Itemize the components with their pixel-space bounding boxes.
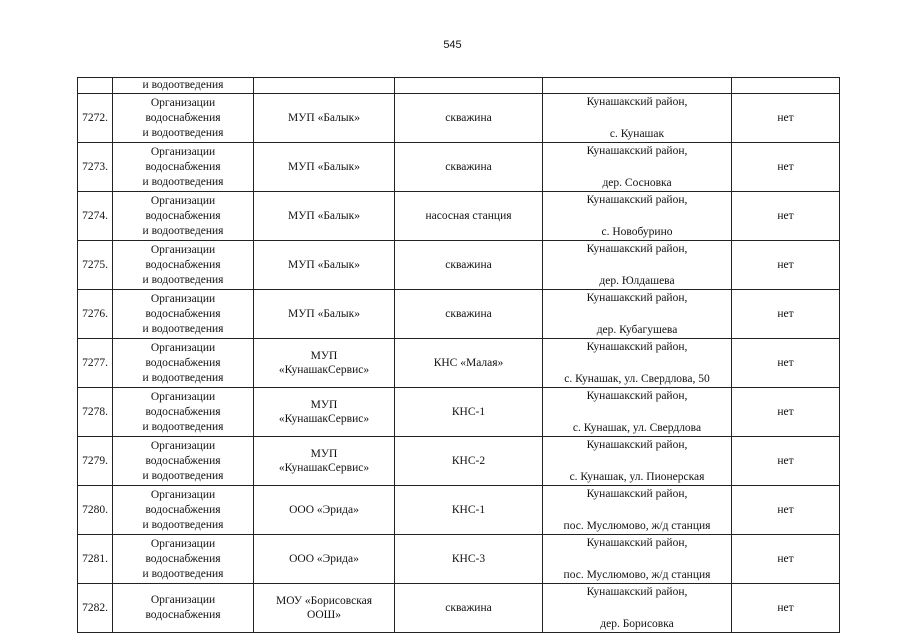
location-line: Кунашакский район,: [586, 537, 688, 549]
object-line: скважина: [445, 259, 492, 271]
cell-object: [395, 437, 543, 486]
kind-line: Организации: [150, 594, 216, 606]
object-line: КНС-1: [451, 406, 486, 418]
organization-line: МУП «Балык»: [288, 308, 360, 320]
cell-kind: [113, 241, 254, 290]
cell-organization: [254, 584, 395, 633]
object-line: скважина: [445, 161, 492, 173]
registry-body: [78, 78, 840, 633]
cell-location: [543, 339, 732, 388]
cell-location: [543, 143, 732, 192]
table-row: [78, 535, 840, 584]
cell-number: [78, 78, 113, 94]
location-line: с. Кунашак, ул. Пионерская: [569, 471, 705, 483]
kind-line: и водоотведения: [142, 224, 224, 237]
cell-kind: [113, 535, 254, 584]
cell-number: 7274.: [78, 192, 113, 241]
page-number: 545: [443, 39, 462, 51]
location-line: Кунашакский район,: [586, 96, 688, 108]
kind-line: и водоотведения: [142, 518, 224, 531]
location-line: пос. Муслюмово, ж/д станция: [563, 569, 711, 581]
cell-organization: [254, 241, 395, 290]
table-row: [78, 94, 840, 143]
object-line: насосная станция: [425, 210, 512, 222]
kind-line: и водоотведения: [142, 273, 224, 286]
cell-object: [395, 339, 543, 388]
location-line: пос. Муслюмово, ж/д станция: [563, 520, 711, 532]
location-line: дер. Юлдашева: [599, 275, 675, 287]
kind-line: водоснабжения: [145, 160, 221, 173]
kind-line: Организации: [150, 145, 216, 158]
cell-kind: [113, 339, 254, 388]
cell-number: 7272.: [78, 94, 113, 143]
cell-kind: и водоотведения: [113, 78, 254, 94]
table-row: [78, 388, 840, 437]
cell-number: 7278.: [78, 388, 113, 437]
cell-organization: [254, 388, 395, 437]
organization-line: ООО «Эрида»: [289, 553, 359, 565]
location-line: Кунашакский район,: [586, 341, 688, 353]
cell-status: нет: [732, 486, 840, 535]
location-line: Кунашакский район,: [586, 586, 688, 598]
cell-kind: [113, 94, 254, 143]
cell-status: нет: [732, 143, 840, 192]
object-line: КНС-2: [451, 455, 486, 467]
cell-location: [543, 535, 732, 584]
table-row: [78, 143, 840, 192]
cell-kind: [113, 290, 254, 339]
cell-status: нет: [732, 339, 840, 388]
kind-line: Организации: [150, 537, 216, 550]
object-line: КНС-3: [451, 553, 486, 565]
organization-line: МУП: [310, 399, 338, 411]
cell-object: [395, 388, 543, 437]
cell-location: [543, 241, 732, 290]
location-line: дер. Кубагушева: [596, 324, 678, 336]
registry-table: [77, 77, 840, 633]
cell-location: [543, 388, 732, 437]
cell-location: [543, 94, 732, 143]
cell-location: [543, 192, 732, 241]
location-line: Кунашакский район,: [586, 488, 688, 500]
location-line: Кунашакский район,: [586, 292, 688, 304]
kind-line: Организации: [150, 341, 216, 354]
cell-object: [395, 94, 543, 143]
cell-number: 7282.: [78, 584, 113, 633]
cell-kind: [113, 584, 254, 633]
kind-line: водоснабжения: [145, 356, 221, 369]
cell-object: [395, 584, 543, 633]
kind-line: Организации: [150, 243, 216, 256]
location-line: дер. Борисовка: [600, 618, 674, 630]
location-line: дер. Сосновка: [602, 177, 672, 189]
cell-organization: [254, 78, 395, 94]
object-line: скважина: [445, 308, 492, 320]
organization-line: МУП «Балык»: [288, 259, 360, 271]
cell-status: нет: [732, 241, 840, 290]
table-row: [78, 290, 840, 339]
organization-line: «КунашакСервис»: [278, 364, 370, 376]
kind-line: водоснабжения: [145, 609, 221, 621]
organization-line: МУП «Балык»: [288, 161, 360, 173]
kind-line: водоснабжения: [145, 503, 221, 516]
cell-status: нет: [732, 94, 840, 143]
cell-number: 7281.: [78, 535, 113, 584]
cell-location: [543, 486, 732, 535]
kind-line: Организации: [150, 194, 216, 207]
cell-organization: [254, 94, 395, 143]
cell-organization: [254, 290, 395, 339]
organization-line: «КунашакСервис»: [278, 462, 370, 474]
cell-number: 7276.: [78, 290, 113, 339]
cell-number: 7273.: [78, 143, 113, 192]
cell-object: [395, 290, 543, 339]
organization-line: ООО «Эрида»: [289, 504, 359, 516]
cell-organization: [254, 486, 395, 535]
location-line: Кунашакский район,: [586, 145, 688, 157]
location-line: Кунашакский район,: [586, 390, 688, 402]
kind-line: и водоотведения: [142, 126, 224, 139]
organization-line: ООШ»: [307, 609, 341, 621]
organization-line: МУП «Балык»: [288, 112, 360, 124]
cell-number: 7280.: [78, 486, 113, 535]
location-line: Кунашакский район,: [586, 243, 688, 255]
location-line: с. Новобурино: [601, 226, 673, 238]
table-row: [78, 192, 840, 241]
cell-organization: [254, 192, 395, 241]
cell-number: 7277.: [78, 339, 113, 388]
cell-status: нет: [732, 388, 840, 437]
cell-object: [395, 78, 543, 94]
kind-line: и водоотведения: [142, 420, 224, 433]
kind-line: и водоотведения: [142, 469, 224, 482]
cell-number: 7279.: [78, 437, 113, 486]
kind-line: и водоотведения: [142, 567, 224, 580]
kind-line: и водоотведения: [142, 175, 224, 188]
cell-location: [543, 78, 732, 94]
organization-line: МУП: [310, 448, 338, 460]
kind-line: Организации: [150, 390, 216, 403]
table-row: [78, 437, 840, 486]
cell-location: [543, 437, 732, 486]
object-line: скважина: [445, 112, 492, 124]
cell-status: нет: [732, 290, 840, 339]
organization-line: МУП «Балык»: [288, 210, 360, 222]
table-row: [78, 241, 840, 290]
kind-line: водоснабжения: [145, 111, 221, 124]
table-row: [78, 339, 840, 388]
cell-kind: [113, 437, 254, 486]
cell-location: [543, 584, 732, 633]
cell-organization: [254, 339, 395, 388]
kind-line: водоснабжения: [145, 552, 221, 565]
kind-line: водоснабжения: [145, 454, 221, 467]
organization-line: МУП: [310, 350, 338, 362]
kind-line: водоснабжения: [145, 258, 221, 271]
cell-object: [395, 535, 543, 584]
kind-line: Организации: [150, 96, 216, 109]
table-row-continuation: [78, 78, 840, 94]
cell-kind: [113, 192, 254, 241]
kind-line: водоснабжения: [145, 307, 221, 320]
cell-status: нет: [732, 584, 840, 633]
table-row: [78, 486, 840, 535]
organization-line: МОУ «Борисовская: [275, 595, 373, 607]
kind-line: и водоотведения: [142, 322, 224, 335]
cell-status: нет: [732, 437, 840, 486]
cell-status: нет: [732, 535, 840, 584]
cell-organization: [254, 535, 395, 584]
cell-organization: [254, 437, 395, 486]
cell-kind: [113, 486, 254, 535]
location-line: с. Кунашак, ул. Свердлова: [572, 422, 702, 434]
kind-line: и водоотведения: [142, 371, 224, 384]
kind-line: водоснабжения: [145, 209, 221, 222]
cell-object: [395, 486, 543, 535]
cell-kind: [113, 388, 254, 437]
kind-line: Организации: [150, 439, 216, 452]
kind-line: водоснабжения: [145, 405, 221, 418]
cell-status: нет: [732, 192, 840, 241]
cell-location: [543, 290, 732, 339]
cell-object: [395, 143, 543, 192]
cell-organization: [254, 143, 395, 192]
organization-line: «КунашакСервис»: [278, 413, 370, 425]
cell-object: [395, 192, 543, 241]
cell-number: 7275.: [78, 241, 113, 290]
cell-status: [732, 78, 840, 94]
location-line: с. Кунашак: [609, 128, 665, 140]
object-line: КНС-1: [451, 504, 486, 516]
kind-line: Организации: [150, 488, 216, 501]
object-line: КНС «Малая»: [433, 357, 504, 369]
location-line: с. Кунашак, ул. Свердлова, 50: [564, 373, 710, 385]
table-row: [78, 584, 840, 633]
cell-kind: [113, 143, 254, 192]
location-line: Кунашакский район,: [586, 439, 688, 451]
location-line: Кунашакский район,: [586, 194, 688, 206]
object-line: скважина: [445, 602, 492, 614]
kind-line: Организации: [150, 292, 216, 305]
cell-object: [395, 241, 543, 290]
